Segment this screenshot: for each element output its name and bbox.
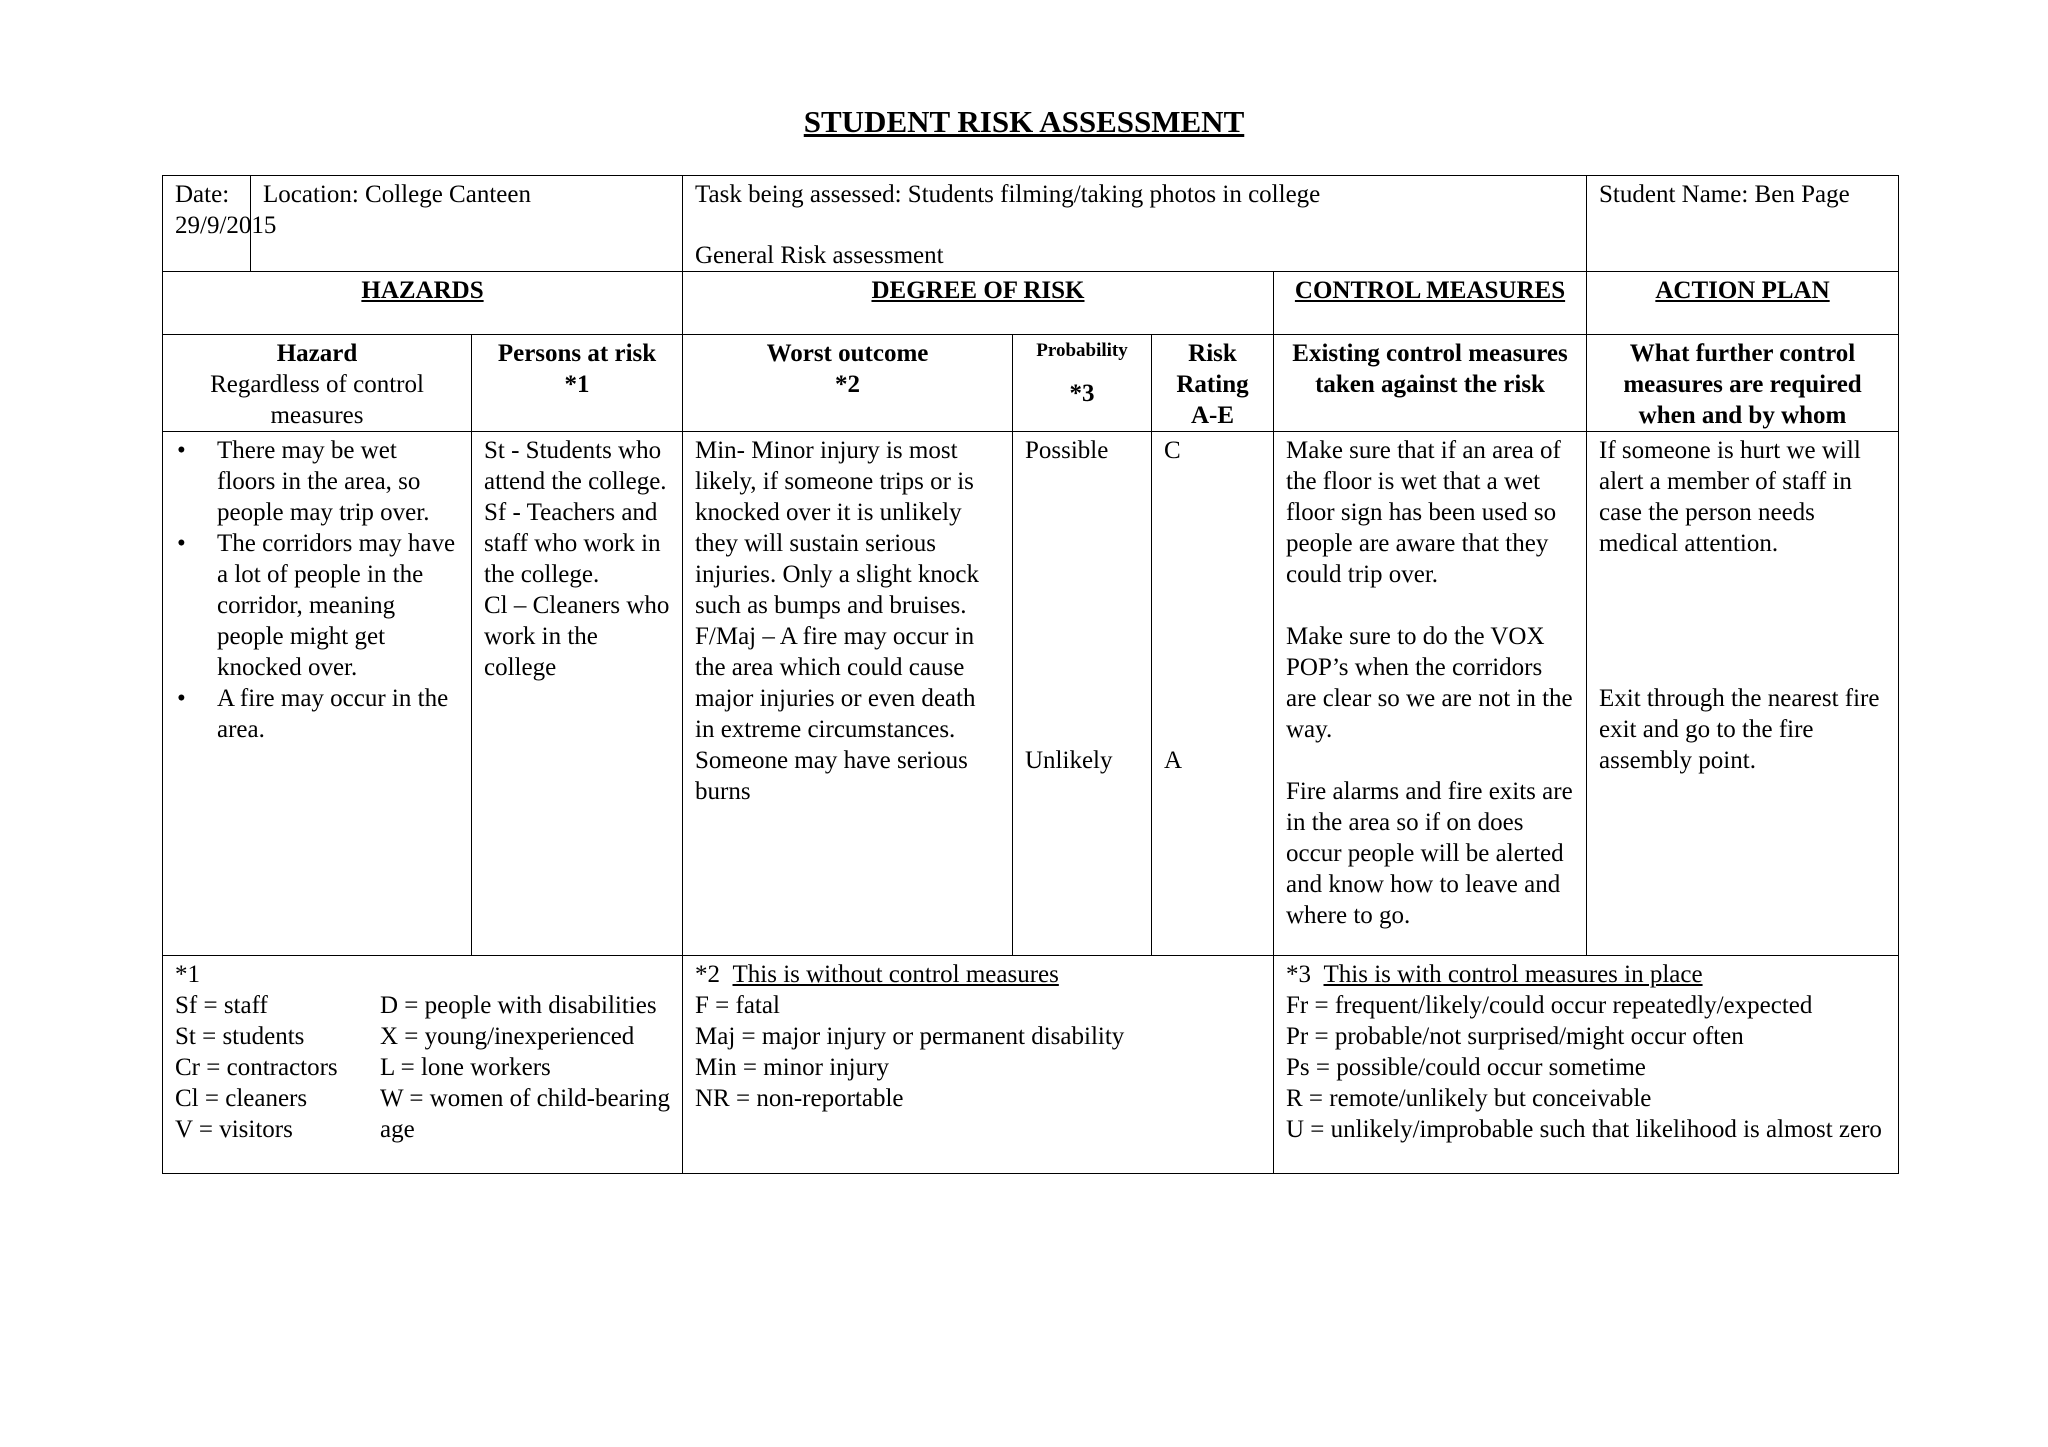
action-plan-header: ACTION PLAN [1587, 272, 1899, 335]
legend-entry: Sf = staff [175, 992, 268, 1019]
legend-entry: W = women of child-bearing age [380, 1085, 670, 1143]
worst-outcome-column-title: Worst outcome [766, 340, 929, 367]
info-row [163, 176, 1899, 272]
legend-outcome-heading [695, 959, 1261, 990]
page-title: STUDENT RISK ASSESSMENT [803, 104, 1245, 139]
legend-entry: L = lone workers [380, 1054, 551, 1081]
probability-column-header [1013, 335, 1152, 432]
legend-entry: V = visitors [175, 1116, 293, 1143]
degree-of-risk-header: DEGREE OF RISK [683, 272, 1274, 335]
legend-outcome-cell [683, 956, 1274, 1174]
worst-outcome-column-ref: *2 [835, 371, 860, 398]
legend-persons-cell [163, 956, 683, 1174]
existing-controls-cell [1274, 432, 1587, 956]
legend-entry: Cr = contractors [175, 1054, 338, 1081]
legend-outcome-mark: *2 [695, 961, 720, 988]
probability-value: Possible [1025, 437, 1109, 464]
probability-column-title: Probability [1036, 340, 1128, 361]
legend-entry: R = remote/unlikely but conceivable [1286, 1085, 1652, 1112]
location-cell: Location: College Canteen [251, 176, 683, 272]
legend-entry: NR = non-reportable [695, 1085, 904, 1112]
legend-probability-cell [1274, 956, 1899, 1174]
persons-column-header [472, 335, 683, 432]
existing-controls-column-header: Existing control measures taken against the risk [1274, 335, 1587, 432]
hazard-column-header [163, 335, 472, 432]
legend-entry: D = people with disabilities [380, 992, 657, 1019]
worst-outcome-text: F/Maj – A fire may occur in the area which could cause major injuries or even death in extreme circumstances. Someone may have serious burns [695, 623, 976, 805]
column-header-row [163, 335, 1899, 432]
legend-persons-left [175, 990, 380, 1145]
persons-at-risk-cell [472, 432, 683, 956]
legend-entry: F = fatal [695, 992, 780, 1019]
persons-column-ref: *1 [564, 371, 590, 398]
persons-column-title: Persons at risk [497, 340, 657, 367]
probability-column-ref: *3 [1069, 380, 1095, 407]
risk-rating-value: A [1164, 747, 1183, 774]
risk-assessment-table [162, 175, 1899, 1174]
legend-probability-title: This is with control measures in place [1323, 961, 1703, 988]
hazard-column-title: Hazard [276, 340, 358, 367]
legend-outcome-title: This is without control measures [732, 961, 1059, 988]
task-text: Task being assessed: Students filming/taking photos in college [695, 181, 1321, 208]
task-cell [683, 176, 1587, 272]
worst-outcome-cell [683, 432, 1013, 956]
legend-entry: X = young/inexperienced [380, 1023, 635, 1050]
legend-persons-mark: *1 [175, 961, 200, 988]
student-name-cell: Student Name: Ben Page [1587, 176, 1899, 272]
control-measures-header: CONTROL MEASURES [1274, 272, 1587, 335]
hazard-list [175, 435, 459, 745]
legend-entry: Maj = major injury or permanent disability [695, 1023, 1125, 1050]
person-group: Cl – Cleaners who work in the college [484, 592, 670, 681]
legend-row [163, 956, 1899, 1174]
hazard-item: • The corridors may have a lot of people in the corridor, meaning people might get knocked over. [217, 528, 459, 683]
date-cell: Date: 29/9/2015 [163, 176, 251, 272]
worst-outcome-text: Min- Minor injury is most likely, if someone trips or is knocked over it is unlikely they will sustain serious injuries. Only a slight knock such as bumps and bruises. [695, 437, 979, 619]
person-group: St - Students who attend the college. [484, 437, 667, 495]
legend-entry: Fr = frequent/likely/could occur repeatedly/expected [1286, 992, 1813, 1019]
legend-entry: Min = minor injury [695, 1054, 889, 1081]
hazard-cell [163, 432, 472, 956]
control-measure-text: Make sure that if an area of the floor is wet that a wet floor sign has been used so people are aware that they could trip over. [1286, 437, 1561, 588]
probability-cell [1013, 432, 1152, 956]
legend-entry: Ps = possible/could occur sometime [1286, 1054, 1646, 1081]
control-measure-text: Make sure to do the VOX POP’s when the corridors are clear so we are not in the way. [1286, 623, 1573, 743]
risk-row [163, 432, 1899, 956]
hazards-header: HAZARDS [163, 272, 683, 335]
further-controls-column-header: What further control measures are required when and by whom [1587, 335, 1899, 432]
risk-rating-cell [1152, 432, 1274, 956]
legend-entry: Pr = probable/not surprised/might occur often [1286, 1023, 1744, 1050]
legend-entry: St = students [175, 1023, 305, 1050]
hazard-item: • A fire may occur in the area. [217, 683, 459, 745]
risk-rating-column-header: Risk Rating A-E [1152, 335, 1274, 432]
further-control-text: If someone is hurt we will alert a member of staff in case the person needs medical attention. [1599, 437, 1861, 557]
legend-probability-mark: *3 [1286, 961, 1311, 988]
further-controls-cell [1587, 432, 1899, 956]
risk-rating-value: C [1164, 437, 1181, 464]
legend-persons-right [380, 990, 670, 1145]
person-group: Sf - Teachers and staff who work in the college. [484, 499, 661, 588]
probability-value: Unlikely [1025, 747, 1113, 774]
hazard-column-subtitle: Regardless of control measures [210, 371, 424, 429]
legend-entry: Cl = cleaners [175, 1085, 308, 1112]
legend-entry: U = unlikely/improbable such that likelihood is almost zero [1286, 1116, 1882, 1143]
further-control-text: Exit through the nearest fire exit and go to the fire assembly point. [1599, 685, 1880, 774]
section-header-row [163, 272, 1899, 335]
worst-outcome-column-header [683, 335, 1013, 432]
hazard-item: • There may be wet floors in the area, so people may trip over. [217, 435, 459, 528]
control-measure-text: Fire alarms and fire exits are in the area so if on does occur people will be alerted and know how to leave and where to go. [1286, 778, 1573, 929]
task-subtext: General Risk assessment [695, 242, 944, 269]
legend-probability-heading [1286, 959, 1886, 990]
